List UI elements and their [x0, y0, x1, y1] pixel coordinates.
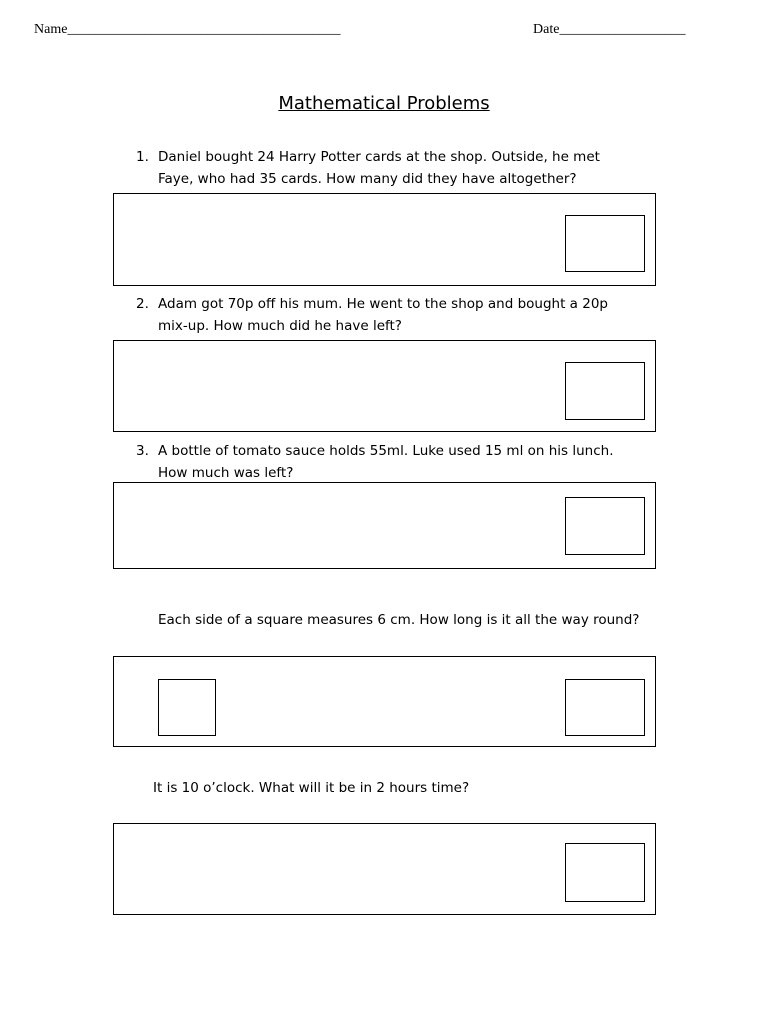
answer-box-5[interactable]: [565, 843, 645, 902]
name-line: _______________________________________: [67, 22, 341, 37]
question-number: 1.: [136, 149, 149, 165]
date-line: __________________: [559, 22, 686, 37]
name-field[interactable]: [34, 22, 340, 38]
date-field[interactable]: [533, 22, 685, 38]
answer-box-2[interactable]: [565, 362, 645, 420]
answer-box-1[interactable]: [565, 215, 645, 272]
answer-box-3[interactable]: [565, 497, 645, 555]
question-text: A bottle of tomato sauce holds 55ml. Luke used 15 ml on his lunch. How much was left?: [158, 443, 614, 481]
question-text: Daniel bought 24 Harry Potter cards at the shop. Outside, he met Faye, who had 35 cards. How many did they have altogether?: [158, 149, 600, 187]
name-label: Name: [34, 22, 68, 37]
square-drawing-box: [158, 679, 216, 736]
date-label: Date: [533, 22, 560, 37]
page-title: Mathematical Problems: [278, 93, 490, 114]
question-text: Adam got 70p off his mum. He went to the shop and bought a 20p mix-up. How much did he have left?: [158, 296, 608, 334]
answer-box-4[interactable]: [565, 679, 645, 736]
question-text: Each side of a square measures 6 cm. How long is it all the way round?: [158, 612, 640, 628]
question-number: 2.: [136, 296, 149, 312]
question-number: 3.: [136, 443, 149, 459]
question-text: It is 10 o’clock. What will it be in 2 hours time?: [153, 780, 470, 796]
